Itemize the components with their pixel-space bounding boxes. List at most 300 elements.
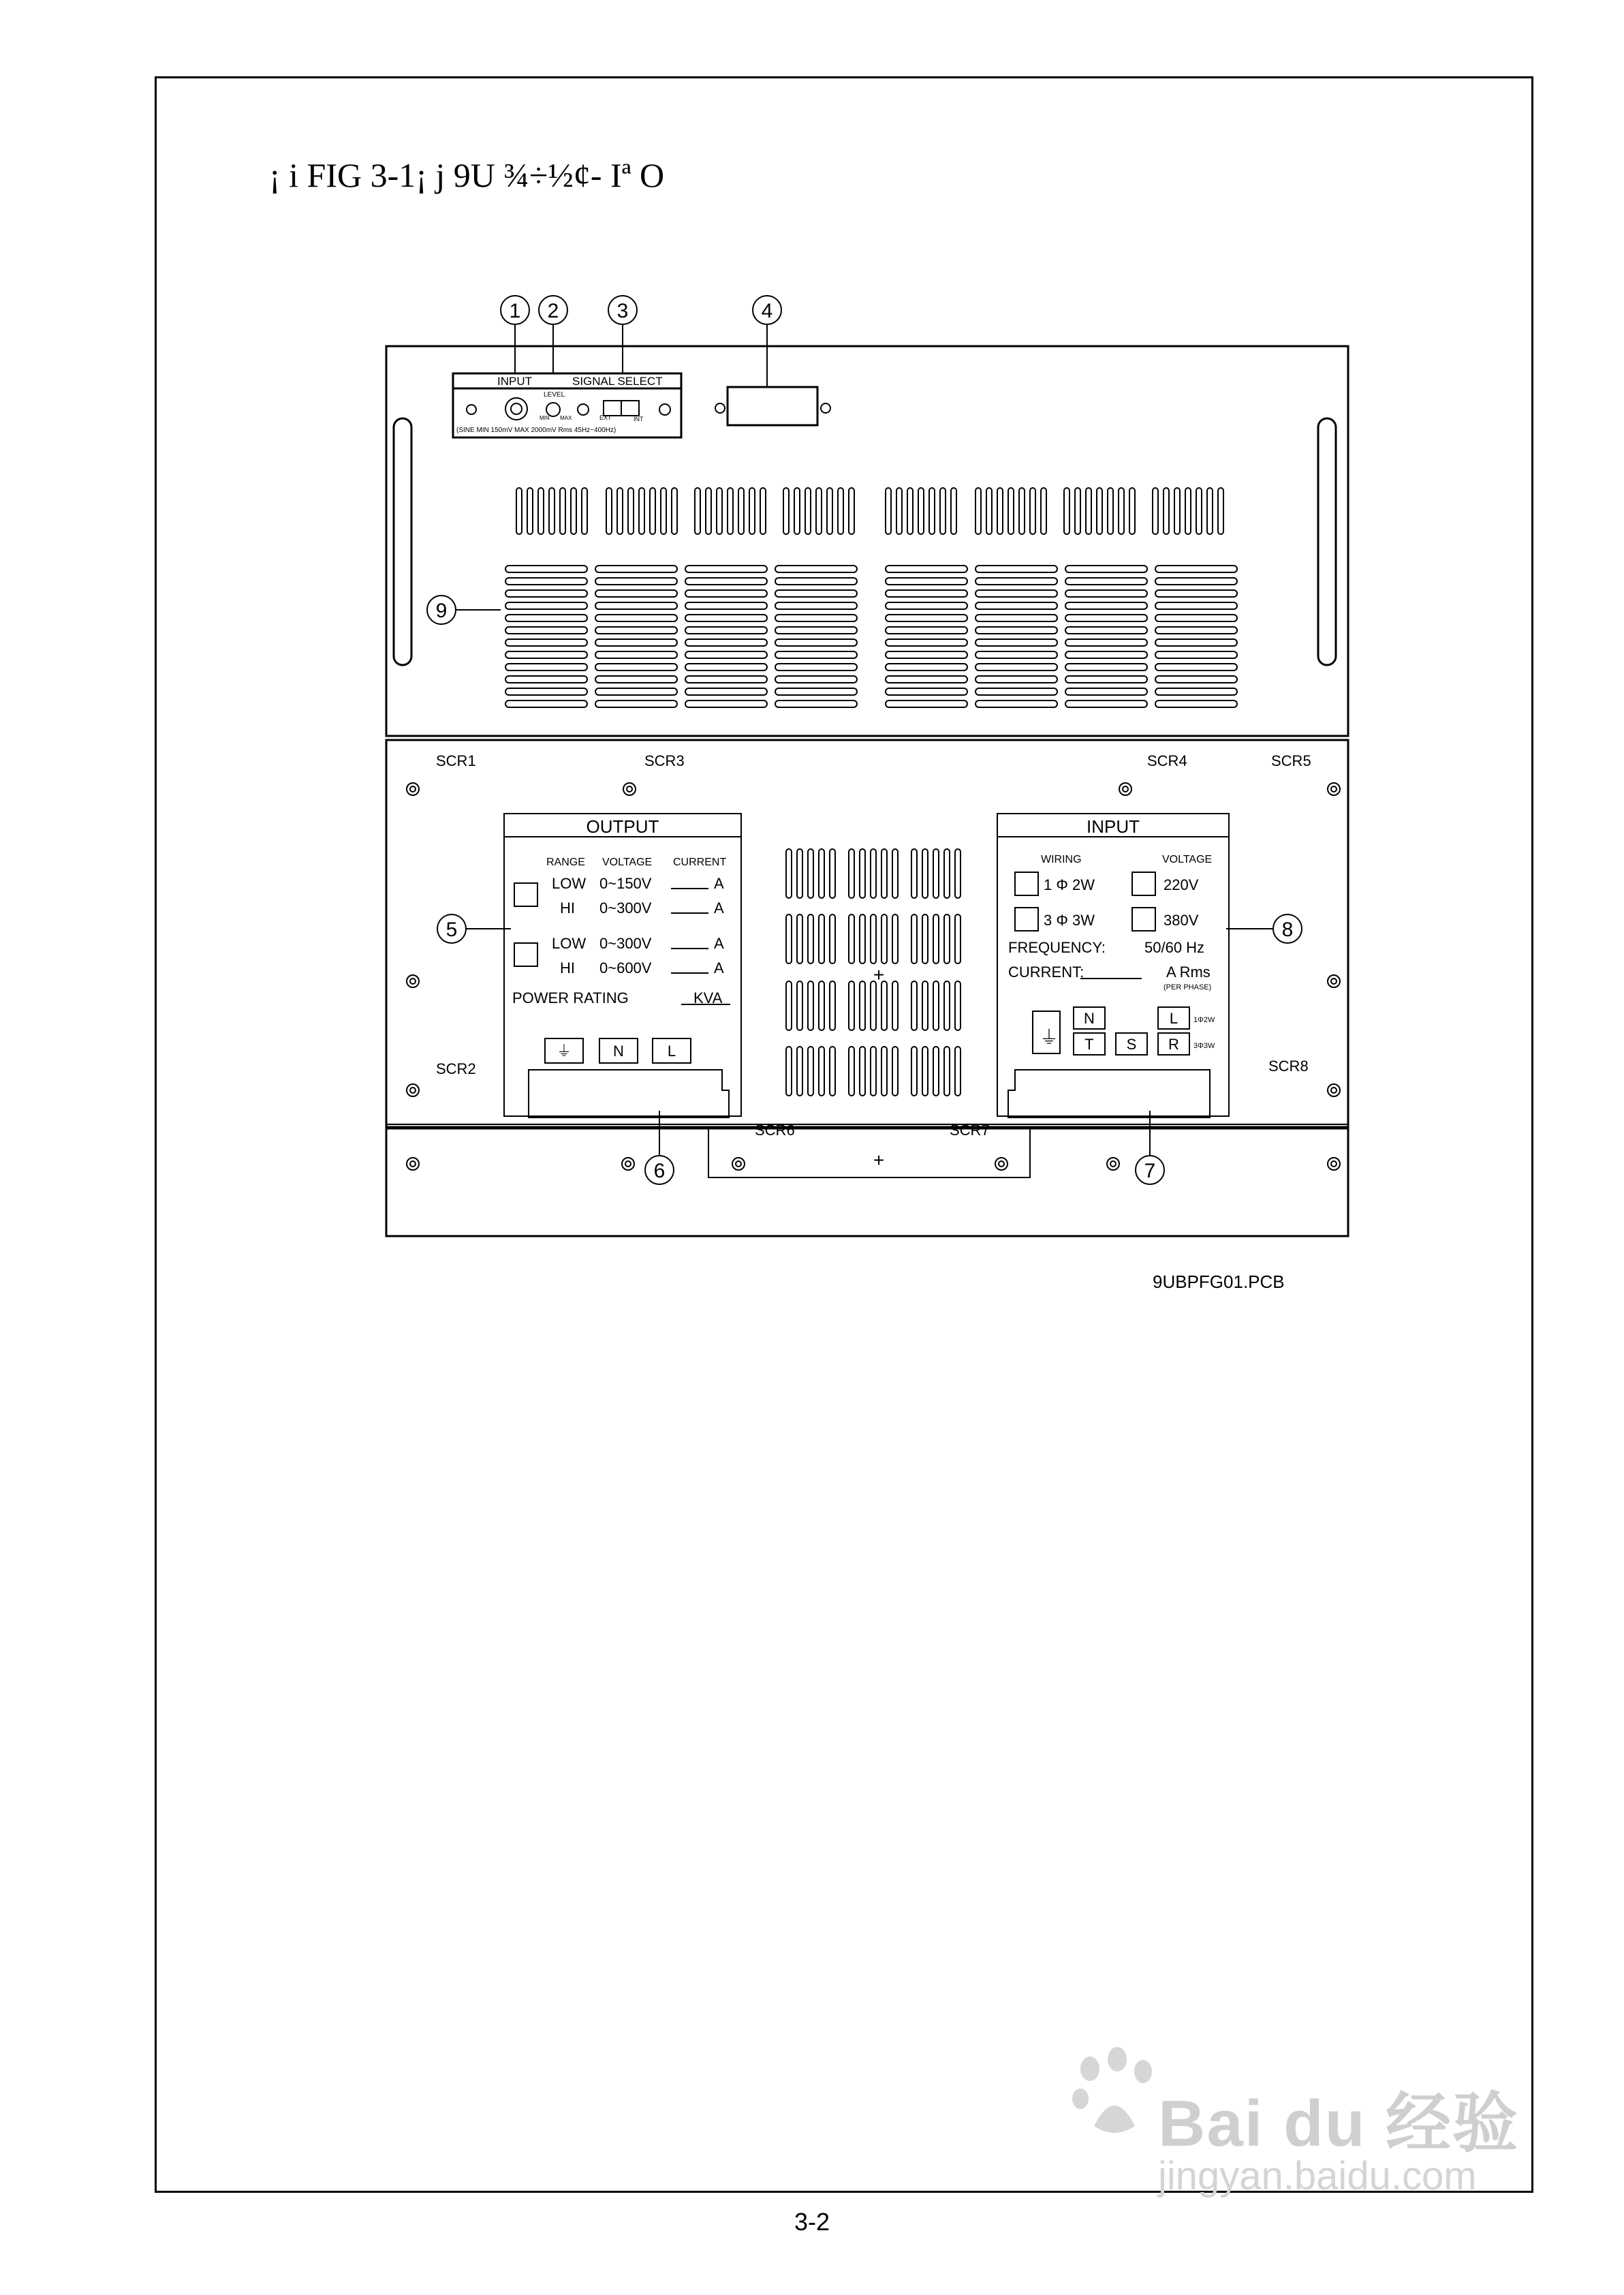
signal-select-label: SIGNAL SELECT [572, 375, 663, 388]
vent-slot [775, 639, 857, 646]
vent-slot [1065, 602, 1147, 609]
vent-slot [886, 676, 967, 683]
vent-slot [775, 664, 857, 671]
output-row1-unit: A [714, 875, 724, 892]
vent-slot [1207, 488, 1213, 534]
output-row3-voltage: 0~300V [599, 935, 652, 952]
vent-slot [986, 488, 992, 534]
screw-ring [736, 1161, 741, 1167]
vent-slot [1065, 651, 1147, 658]
vent-slot [819, 1047, 824, 1096]
vent-slot [955, 914, 961, 964]
vent-slot [892, 981, 898, 1030]
vent-slot [549, 488, 555, 534]
signal-spec-text: (SINE MIN 150mV MAX 2000mV Rms 45Hz~400Hz) [456, 427, 616, 434]
vent-slot [685, 664, 767, 671]
callout-label-1: 1 [509, 300, 521, 322]
vent-slot [886, 664, 967, 671]
vent-slot [775, 651, 857, 658]
vent-slot [911, 1047, 917, 1096]
vent-slot [595, 639, 677, 646]
vent-slot [505, 615, 587, 621]
vent-slot [1174, 488, 1180, 534]
vent-slot [505, 639, 587, 646]
vent-slot [505, 700, 587, 707]
vent-slot [1155, 566, 1237, 572]
vent-slot [505, 688, 587, 695]
screw-label-scr3: SCR3 [644, 752, 685, 769]
vent-slot [617, 488, 623, 534]
vent-slot [881, 981, 887, 1030]
screw-ring [1328, 783, 1340, 795]
vent-slot [1065, 700, 1147, 707]
vent-slot [975, 578, 1057, 585]
vent-slot [685, 615, 767, 621]
output-header-voltage: VOLTAGE [602, 857, 653, 868]
vent-slot [775, 602, 857, 609]
vent-slot [595, 651, 677, 658]
vent-slot [1155, 700, 1237, 707]
vent-slot [830, 914, 835, 964]
vent-slot [749, 488, 755, 534]
vent-slot [775, 578, 857, 585]
vent-slot [797, 981, 802, 1030]
callout-label-8: 8 [1281, 919, 1294, 941]
screw-ring [1110, 1161, 1116, 1167]
vent-slot [1155, 578, 1237, 585]
output-row4-unit: A [714, 959, 724, 976]
voltage-220: 220V [1164, 876, 1199, 893]
vent-slot [819, 981, 824, 1030]
screw-ring [410, 979, 416, 984]
output-row1-range: LOW [552, 875, 587, 892]
vent-slot [933, 1047, 939, 1096]
vent-slot [1155, 627, 1237, 634]
vent-slot [797, 1047, 802, 1096]
output-row4-range: HI [560, 959, 575, 976]
vent-slot [1129, 488, 1135, 534]
vent-slot [1108, 488, 1113, 534]
vent-slot [628, 488, 634, 534]
vent-slot [1065, 688, 1147, 695]
vent-slot [975, 639, 1057, 646]
output-row2-voltage: 0~300V [599, 899, 652, 917]
vent-slot [685, 590, 767, 597]
vent-slot [775, 688, 857, 695]
callout-label-2: 2 [547, 300, 559, 322]
vent-slot [944, 1047, 950, 1096]
center-plus-mark: + [873, 964, 885, 985]
vent-slot [1155, 651, 1237, 658]
screw-ring [407, 1158, 419, 1170]
screw-label-scr5: SCR5 [1271, 752, 1311, 769]
vent-slot [775, 627, 857, 634]
vent-slot [929, 488, 935, 534]
vent-slot [860, 914, 865, 964]
vent-slot [944, 849, 950, 898]
frequency-value: 50/60 Hz [1144, 939, 1205, 956]
output-header-current: CURRENT [673, 857, 727, 868]
screw-ring [1107, 1158, 1119, 1170]
vent-slot [886, 578, 967, 585]
screw-ring [410, 1161, 416, 1167]
wiring-1p: 1 Φ 2W [1044, 876, 1095, 893]
vent-slot [918, 488, 924, 534]
vent-slot [1041, 488, 1046, 534]
vent-slot [827, 488, 832, 534]
current-unit: A Rms [1166, 964, 1211, 981]
vent-slot [505, 590, 587, 597]
vent-slot [786, 914, 792, 964]
callout-label-3: 3 [616, 300, 629, 322]
vent-slot [860, 981, 865, 1030]
vent-slot [1155, 590, 1237, 597]
vent-slot [1064, 488, 1069, 534]
vent-slot [661, 488, 666, 534]
vent-slot [830, 849, 835, 898]
vent-slot [922, 1047, 928, 1096]
vent-slot [975, 688, 1057, 695]
vent-slot [896, 488, 902, 534]
vent-slot [650, 488, 655, 534]
output-title: OUTPUT [586, 816, 659, 837]
vent-slot [886, 615, 967, 621]
vent-slot [849, 849, 854, 898]
vent-slot [849, 1047, 854, 1096]
watermark-site: jingyan.baidu.com [1158, 2154, 1477, 2198]
current-label: CURRENT: [1008, 964, 1084, 981]
vent-slot [783, 488, 789, 534]
vent-slot [1065, 627, 1147, 634]
vent-slot [527, 488, 533, 534]
vent-slot [997, 488, 1003, 534]
screw-label-scr2: SCR2 [436, 1060, 476, 1077]
vent-slot [849, 488, 854, 534]
vent-slot [786, 1047, 792, 1096]
vent-slot [1155, 639, 1237, 646]
screw-ring [410, 786, 416, 792]
vent-slot [505, 627, 587, 634]
wiring-1p-tag: 1Φ2W [1193, 1016, 1215, 1024]
output-terminal-l: L [667, 1043, 676, 1060]
screw-label-scr1: SCR1 [436, 752, 476, 769]
vent-slot [794, 488, 800, 534]
input-terminal-l: L [1169, 1010, 1178, 1027]
vent-slot [808, 914, 813, 964]
vent-slot [940, 488, 946, 534]
callout-label-9: 9 [435, 600, 448, 622]
vent-slot [892, 849, 898, 898]
vent-slot [685, 676, 767, 683]
vent-slot [1086, 488, 1091, 534]
screw-ring [1328, 1084, 1340, 1096]
screw-label-scr6: SCR6 [755, 1122, 795, 1139]
vent-slot [595, 615, 677, 621]
screw-ring [1331, 1161, 1337, 1167]
vent-slot [1218, 488, 1223, 534]
vent-slot [595, 578, 677, 585]
vent-slot [505, 602, 587, 609]
vent-slot [1065, 676, 1147, 683]
vent-slot [639, 488, 644, 534]
vent-slot [871, 1047, 876, 1096]
watermark-brand: Bai du 经验 [1158, 2087, 1520, 2160]
screw-ring [407, 1084, 419, 1096]
screw-ring [999, 1161, 1004, 1167]
vent-slot [886, 566, 967, 572]
vent-slot [797, 849, 802, 898]
vent-slot [685, 651, 767, 658]
screw-ring [625, 1161, 631, 1167]
vent-slot [595, 664, 677, 671]
screw-label-scr4: SCR4 [1147, 752, 1187, 769]
vent-slot [786, 981, 792, 1030]
output-terminal-n: N [613, 1043, 624, 1060]
screw-ring [1328, 1158, 1340, 1170]
vent-slot [717, 488, 722, 534]
vent-slot [871, 849, 876, 898]
vent-slot [706, 488, 711, 534]
vent-slot [685, 627, 767, 634]
screw-ring [1331, 979, 1337, 984]
vent-slot [1065, 639, 1147, 646]
callout-label-7: 7 [1144, 1160, 1156, 1182]
voltage-380: 380V [1164, 912, 1199, 929]
vent-slot [560, 488, 565, 534]
vent-slot [975, 566, 1057, 572]
vent-slot [685, 688, 767, 695]
screw-ring [627, 786, 632, 792]
vent-slot [685, 566, 767, 572]
output-row1-voltage: 0~150V [599, 875, 652, 892]
vent-slot [571, 488, 576, 534]
vent-slot [1019, 488, 1025, 534]
vent-slot [886, 700, 967, 707]
voltage-label: VOLTAGE [1162, 854, 1213, 865]
vent-slot [505, 651, 587, 658]
vent-slot [922, 849, 928, 898]
vent-slot [1155, 664, 1237, 671]
screw-ring [732, 1158, 745, 1170]
signal-panel-controls [467, 398, 830, 420]
output-terminal-cover [529, 1070, 729, 1118]
vent-slot [975, 602, 1057, 609]
vent-slot [819, 914, 824, 964]
input-terminal-ground: ⏚ [1040, 1027, 1059, 1048]
callout-label-4: 4 [761, 300, 773, 322]
vent-slot [685, 578, 767, 585]
vent-slot [881, 914, 887, 964]
output-row2-unit: A [714, 899, 724, 917]
frequency-label: FREQUENCY: [1008, 939, 1106, 956]
vent-slot [933, 914, 939, 964]
vent-slot [892, 914, 898, 964]
vent-slot [849, 914, 854, 964]
vent-slot [830, 981, 835, 1030]
level-max-label: MAX [560, 415, 572, 421]
lower-chassis [386, 1128, 1348, 1236]
vent-slot [760, 488, 766, 534]
output-row3-range: LOW [552, 935, 587, 952]
screw-ring [407, 975, 419, 987]
vent-slot [505, 676, 587, 683]
vent-slot [944, 914, 950, 964]
screw-ring [1331, 786, 1337, 792]
vent-slot [582, 488, 587, 534]
vent-slot [911, 914, 917, 964]
vent-slot [505, 578, 587, 585]
vent-slot [849, 981, 854, 1030]
input-title: INPUT [1087, 816, 1140, 837]
input-terminal-r: R [1168, 1036, 1179, 1053]
power-rating-unit: KVA [693, 989, 723, 1006]
vent-slot [975, 700, 1057, 707]
vent-slot [1075, 488, 1080, 534]
output-row2-range: HI [560, 899, 575, 917]
input-terminal-n: N [1084, 1010, 1095, 1027]
screw-ring [410, 1088, 416, 1093]
handle-right [1318, 418, 1336, 665]
vent-slot [738, 488, 744, 534]
baidu-paw-watermark-icon [1067, 2044, 1162, 2146]
wiring-label: WIRING [1041, 854, 1082, 865]
vent-slot [871, 981, 876, 1030]
vent-slot [886, 590, 967, 597]
vent-slot [1155, 602, 1237, 609]
vent-slot [808, 849, 813, 898]
vent-slot [695, 488, 700, 534]
vent-slot [975, 627, 1057, 634]
vent-slot [1065, 578, 1147, 585]
callout-label-5: 5 [446, 919, 458, 941]
vent-slot [786, 849, 792, 898]
vent-slot [933, 981, 939, 1030]
vent-slot [907, 488, 913, 534]
vent-slot [685, 602, 767, 609]
vent-slot [816, 488, 822, 534]
lower-plus-mark: + [873, 1150, 885, 1171]
ext-label: EXT [599, 414, 612, 421]
screw-label-scr8: SCR8 [1268, 1058, 1309, 1075]
vent-slot [911, 981, 917, 1030]
upper-chassis [386, 346, 1348, 736]
vent-slot [944, 981, 950, 1030]
vent-slot [1030, 488, 1035, 534]
vent-slot [775, 590, 857, 597]
screw-ring [407, 783, 419, 795]
vent-slot [860, 1047, 865, 1096]
vent-slot [1065, 590, 1147, 597]
output-terminal-ground: ⏚ [556, 1043, 572, 1060]
vent-slot [775, 566, 857, 572]
vent-slot [805, 488, 811, 534]
screw-ring [1119, 783, 1131, 795]
vent-slot [886, 602, 967, 609]
vent-slot [860, 849, 865, 898]
vent-slot [1155, 688, 1237, 695]
callout-label-6: 6 [653, 1160, 666, 1182]
vent-slot [1119, 488, 1124, 534]
int-label: INT [634, 416, 644, 422]
vent-slot [886, 651, 967, 658]
vent-slot [775, 700, 857, 707]
screw-ring [1123, 786, 1128, 792]
screw-ring [1328, 975, 1340, 987]
vent-slot [881, 849, 887, 898]
screw-ring [622, 1158, 634, 1170]
vent-slot [838, 488, 843, 534]
power-rating-label: POWER RATING [512, 989, 629, 1006]
screw-label-scr7: SCR7 [950, 1122, 990, 1139]
vent-slot [595, 602, 677, 609]
vent-slot [951, 488, 956, 534]
vent-slot [595, 688, 677, 695]
vent-slot [538, 488, 544, 534]
vent-slot [892, 1047, 898, 1096]
signal-input-label: INPUT [497, 375, 532, 388]
vent-slot [886, 488, 891, 534]
page-number: 3-2 [794, 2208, 830, 2236]
vent-slot [1065, 566, 1147, 572]
vent-slot [516, 488, 522, 534]
screw-ring [1331, 1088, 1337, 1093]
vent-slot [672, 488, 677, 534]
vent-slot [595, 676, 677, 683]
vent-slot [819, 849, 824, 898]
vent-slot [886, 639, 967, 646]
vent-slot [595, 627, 677, 634]
vent-slot [606, 488, 612, 534]
vent-slot [955, 981, 961, 1030]
vent-slot [505, 566, 587, 572]
vent-slot [728, 488, 733, 534]
file-reference: 9UBPFG01.PCB [1153, 1272, 1285, 1292]
vent-slot [505, 664, 587, 671]
vent-slot [922, 981, 928, 1030]
output-row3-unit: A [714, 935, 724, 952]
vent-slot [886, 688, 967, 695]
vent-slot [1065, 615, 1147, 621]
vent-slot [911, 849, 917, 898]
output-row4-voltage: 0~600V [599, 959, 652, 976]
figure-title: ¡ i FIG 3-1¡ j 9U ¾÷½¢- Iª O [269, 156, 665, 194]
vent-slot [975, 488, 981, 534]
vent-slot [955, 849, 961, 898]
vent-slot [975, 664, 1057, 671]
vent-slot [1155, 676, 1237, 683]
vent-slot [975, 615, 1057, 621]
vent-slot [1164, 488, 1169, 534]
vent-slot [871, 914, 876, 964]
vent-slot [595, 590, 677, 597]
middle-chassis [386, 740, 1348, 1127]
vent-slot [775, 615, 857, 621]
screw-ring [623, 783, 636, 795]
vent-slot [1065, 664, 1147, 671]
output-header-range: RANGE [546, 857, 585, 868]
vent-slot [955, 1047, 961, 1096]
input-terminal-s: S [1126, 1036, 1137, 1053]
vent-slot [595, 700, 677, 707]
wiring-3p-tag: 3Φ3W [1193, 1042, 1215, 1050]
input-terminal-cover [1008, 1070, 1210, 1118]
level-label: LEVEL [544, 391, 565, 399]
handle-left [394, 418, 411, 665]
vent-slot [933, 849, 939, 898]
per-phase-label: (PER PHASE) [1164, 983, 1212, 991]
vent-slot [1185, 488, 1191, 534]
vent-slot [881, 1047, 887, 1096]
